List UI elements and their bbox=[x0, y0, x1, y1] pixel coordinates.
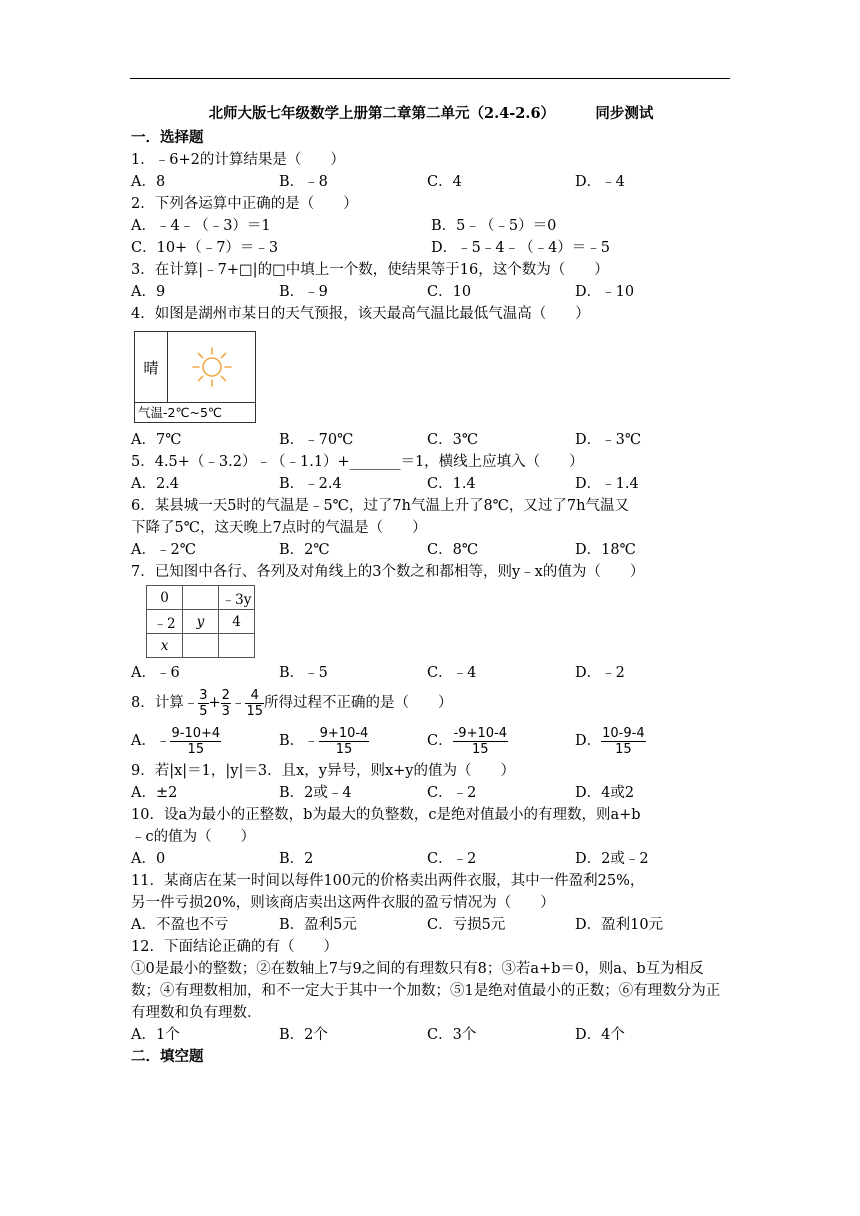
option-d[interactable]: D．2或﹣2 bbox=[575, 851, 649, 867]
plus-sign: + bbox=[208, 695, 221, 711]
option-sign: ﹣ bbox=[155, 733, 171, 749]
worksheet bbox=[131, 100, 731, 1068]
option-c[interactable]: C．﹣2 bbox=[427, 851, 477, 867]
option-b[interactable]: B．﹣8 bbox=[279, 174, 328, 190]
denominator: 15 bbox=[187, 741, 205, 757]
option-a[interactable]: A．9 bbox=[131, 284, 166, 300]
numerator: -9+10-4 bbox=[453, 725, 507, 741]
option-b[interactable]: B．盈利5元 bbox=[279, 917, 357, 933]
option-c[interactable]: C．4 bbox=[427, 174, 462, 190]
question-2: 2．下列各运算中正确的是（ ） bbox=[131, 196, 358, 212]
option-label: B． bbox=[279, 733, 305, 749]
option-a[interactable]: A．0 bbox=[131, 851, 166, 867]
fraction-2 bbox=[221, 688, 231, 719]
options-9 bbox=[131, 782, 731, 804]
options-10 bbox=[131, 848, 731, 870]
option-c[interactable] bbox=[427, 722, 575, 760]
question-8-lead: 8．计算 bbox=[131, 695, 184, 711]
grid-cell: 4 bbox=[219, 610, 255, 634]
options-5 bbox=[131, 473, 731, 495]
option-b[interactable]: B．﹣9 bbox=[279, 284, 328, 300]
grid-cell: y bbox=[183, 610, 219, 634]
option-b[interactable]: B．﹣70℃ bbox=[279, 432, 354, 448]
temperature-range: 气温-2℃~5℃ bbox=[135, 402, 255, 424]
denominator: 15 bbox=[472, 741, 489, 757]
minus-sign: ﹣ bbox=[183, 695, 199, 711]
header-rule bbox=[130, 78, 730, 79]
grid-cell bbox=[183, 586, 219, 610]
question-3: 3．在计算|﹣7+□|的□中填上一个数，使结果等于16，这个数为（ ） bbox=[131, 262, 609, 278]
options-2-row2 bbox=[131, 237, 731, 259]
option-d[interactable]: D．4个 bbox=[575, 1027, 625, 1043]
option-fraction bbox=[601, 726, 645, 757]
options-4 bbox=[131, 429, 731, 451]
option-label: C． bbox=[427, 733, 453, 749]
option-d[interactable]: D．盈利10元 bbox=[575, 917, 664, 933]
grid-cell: ﹣2 bbox=[147, 610, 183, 634]
option-b[interactable]: B．2个 bbox=[279, 1027, 328, 1043]
question-9: 9．若|x|＝1，|y|＝3．且x，y异号，则x+y的值为（ ） bbox=[131, 763, 515, 779]
denominator: 3 bbox=[221, 703, 230, 719]
option-a[interactable]: A．﹣6 bbox=[131, 665, 180, 681]
option-b[interactable]: B．﹣5 bbox=[279, 665, 328, 681]
option-d[interactable]: D．﹣10 bbox=[575, 284, 635, 300]
question-12-statements: ①0是最小的整数；②在数轴上7与9之间的有理数只有8；③若a+b＝0，则a、b互为相反数；④有理数相加，和不一定大于其中一个加数；⑤1是绝对值最小的正数；⑥有理数分为正有理数和负有理数． bbox=[131, 961, 721, 1021]
question-5: 5．4.5+（﹣3.2）﹣（﹣1.1）+_______＝1，横线上应填入（ ） bbox=[131, 454, 584, 470]
option-sign: ﹣ bbox=[304, 733, 319, 749]
option-a[interactable] bbox=[131, 722, 279, 760]
option-c[interactable]: C．10+（﹣7）＝﹣3 bbox=[131, 240, 279, 256]
magic-square-grid bbox=[146, 585, 255, 658]
weather-label: 晴 bbox=[135, 332, 168, 402]
question-12: 12．下面结论正确的有（ ） bbox=[131, 939, 338, 955]
numerator: 4 bbox=[245, 688, 264, 704]
option-a[interactable]: A．﹣4﹣（﹣3）＝1 bbox=[131, 218, 271, 234]
options-3 bbox=[131, 281, 731, 303]
grid-cell bbox=[183, 634, 219, 658]
numerator: 10-9-4 bbox=[602, 725, 645, 741]
grid-cell: x bbox=[147, 634, 183, 658]
option-b[interactable]: B．2或﹣4 bbox=[279, 785, 352, 801]
grid-cell: ﹣3y bbox=[219, 586, 255, 610]
sun-icon bbox=[168, 332, 255, 402]
options-7 bbox=[131, 662, 731, 684]
options-2-row1 bbox=[131, 215, 731, 237]
option-a[interactable]: A．7℃ bbox=[131, 432, 182, 448]
numerator: 9+10-4 bbox=[319, 725, 369, 741]
option-c[interactable]: C．1.4 bbox=[427, 476, 476, 492]
grid-cell: 0 bbox=[147, 586, 183, 610]
fraction-1 bbox=[198, 688, 208, 719]
option-c[interactable]: C．亏损5元 bbox=[427, 917, 506, 933]
options-1 bbox=[131, 171, 731, 193]
numerator: 2 bbox=[221, 687, 230, 703]
question-8-tail: 所得过程不正确的是（ ） bbox=[264, 695, 453, 711]
options-12 bbox=[131, 1024, 731, 1046]
option-a[interactable]: A．﹣2℃ bbox=[131, 542, 196, 558]
option-d[interactable]: D．18℃ bbox=[575, 542, 636, 558]
options-6 bbox=[131, 539, 731, 561]
denominator: 15 bbox=[615, 741, 632, 757]
option-a[interactable]: A．±2 bbox=[131, 785, 178, 801]
option-a[interactable]: A．2.4 bbox=[131, 476, 180, 492]
options-8 bbox=[131, 722, 731, 760]
grid-cell bbox=[219, 634, 255, 658]
option-c[interactable]: C．﹣2 bbox=[427, 785, 477, 801]
option-a[interactable]: A．不盈也不亏 bbox=[131, 917, 229, 933]
section-heading-choice: 一．选择题 bbox=[131, 129, 204, 146]
option-label: A． bbox=[131, 733, 156, 749]
option-b[interactable]: B．2℃ bbox=[279, 542, 330, 558]
option-d[interactable]: D．﹣2 bbox=[575, 665, 625, 681]
option-a[interactable]: A．1个 bbox=[131, 1027, 180, 1043]
option-c[interactable]: C．10 bbox=[427, 284, 472, 300]
question-4: 4．如图是湖州市某日的天气预报，该天最高气温比最低气温高（ ） bbox=[131, 306, 590, 322]
option-b[interactable]: B．5﹣（﹣5）＝0 bbox=[431, 218, 557, 234]
option-c[interactable]: C．3个 bbox=[427, 1027, 477, 1043]
option-d[interactable] bbox=[575, 722, 723, 760]
option-b[interactable] bbox=[279, 722, 427, 760]
denominator: 15 bbox=[335, 741, 353, 757]
option-c[interactable]: C．3℃ bbox=[427, 432, 479, 448]
question-1: 1．﹣6+2的计算结果是（ ） bbox=[131, 152, 345, 168]
option-d[interactable]: D．﹣3℃ bbox=[575, 432, 642, 448]
option-d[interactable]: D．﹣1.4 bbox=[575, 476, 639, 492]
numerator: 9-10+4 bbox=[171, 725, 221, 741]
option-fraction bbox=[319, 726, 370, 757]
option-b[interactable]: B．﹣2.4 bbox=[279, 476, 342, 492]
option-fraction bbox=[170, 726, 221, 757]
option-d[interactable]: D．﹣4 bbox=[575, 174, 625, 190]
fraction-3 bbox=[245, 688, 264, 719]
question-8 bbox=[131, 684, 731, 722]
minus-sign: ﹣ bbox=[230, 695, 246, 711]
question-10-line1: 10．设a为最小的正整数，b为最大的负整数，c是绝对值最小的有理数，则a+b bbox=[131, 807, 641, 823]
option-c[interactable]: C．8℃ bbox=[427, 542, 479, 558]
denominator: 15 bbox=[246, 703, 263, 719]
page-title: 北师大版七年级数学上册第二章第二单元（2.4-2.6） 同步测试 bbox=[208, 105, 654, 122]
option-b[interactable]: B．2 bbox=[279, 851, 314, 867]
question-10-line2: ﹣c的值为（ ） bbox=[131, 829, 256, 845]
question-11-line2: 另一件亏损20%，则该商店卖出这两件衣服的盈亏情况为（ ） bbox=[131, 895, 555, 911]
question-6-line1: 6．某县城一天5时的气温是﹣5℃，过了7h气温上升了8℃，又过了7h气温又 bbox=[131, 498, 629, 514]
option-fraction bbox=[453, 726, 508, 757]
question-6-line2: 下降了5℃，这天晚上7点时的气温是（ ） bbox=[131, 520, 427, 536]
question-11-line1: 11．某商店在某一时间以每件100元的价格卖出两件衣服，其中一件盈利25%， bbox=[131, 873, 645, 889]
option-a[interactable]: A．8 bbox=[131, 174, 166, 190]
weather-forecast-figure bbox=[134, 331, 256, 423]
option-label: D． bbox=[575, 733, 602, 749]
question-7: 7．已知图中各行、各列及对角线上的3个数之和都相等，则y﹣x的值为（ ） bbox=[131, 564, 645, 580]
denominator: 5 bbox=[199, 703, 208, 719]
options-11 bbox=[131, 914, 731, 936]
section-heading-fill: 二．填空题 bbox=[131, 1048, 204, 1065]
option-d[interactable]: D．4或2 bbox=[575, 785, 635, 801]
option-d[interactable]: D．﹣5﹣4﹣（﹣4）＝﹣5 bbox=[431, 240, 611, 256]
numerator: 3 bbox=[199, 687, 208, 703]
option-c[interactable]: C．﹣4 bbox=[427, 665, 477, 681]
